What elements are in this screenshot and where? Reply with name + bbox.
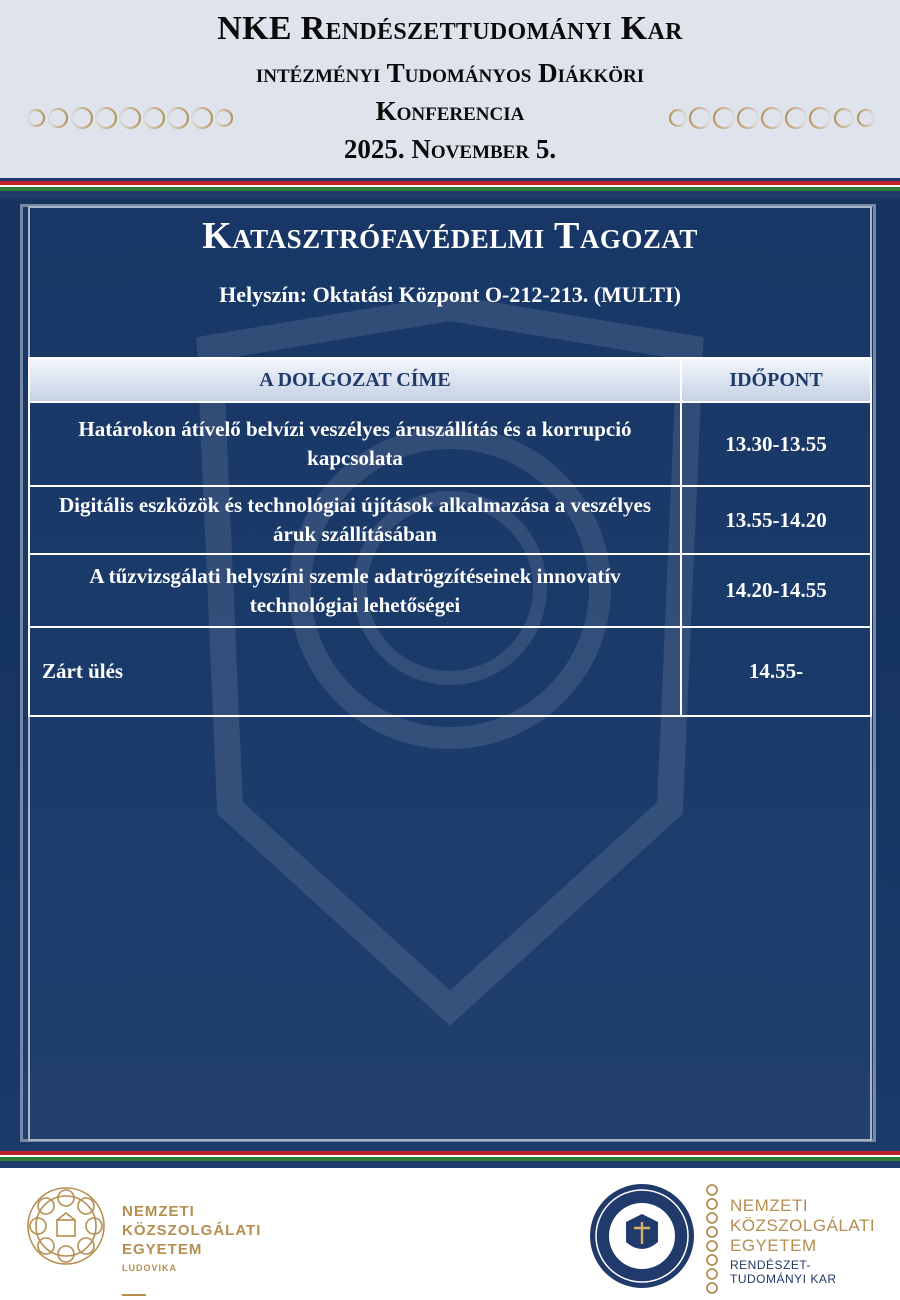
nke-ludovika-logo-icon <box>24 1184 108 1268</box>
table-row <box>29 554 871 627</box>
right-ornament-icon <box>668 98 880 138</box>
row-title: Digitális eszközök és technológiai újítások alkalmazása a veszélyes áruk szállításában <box>29 486 681 554</box>
stripe-top-navy-2 <box>0 191 900 198</box>
row-time: 13.30-13.55 <box>681 402 871 486</box>
left-logo-line: KÖZSZOLGÁLATI <box>122 1222 262 1239</box>
row-time: 14.20-14.55 <box>681 554 871 627</box>
right-logo-line: KÖZSZOLGÁLATI <box>730 1216 876 1235</box>
right-logo-subline: RENDÉSZET- <box>730 1258 812 1272</box>
left-logo-line: EGYETEM <box>122 1241 203 1258</box>
column-header-title: A DOLGOZAT CÍME <box>29 358 681 402</box>
left-logo-underline <box>122 1294 146 1296</box>
right-logo-line: NEMZETI <box>730 1196 809 1215</box>
location-text: Helyszín: Oktatási Központ O-212-213. (MULTI) <box>219 282 681 307</box>
left-logo-line: NEMZETI <box>122 1203 195 1220</box>
row-title: A tűzvizsgálati helyszíni szemle adatrögzítéseinek innovatív technológiai lehetőségei <box>29 554 681 627</box>
row-time: 14.55- <box>681 627 871 716</box>
main-panel <box>0 198 900 1148</box>
table-row <box>29 402 871 486</box>
rtk-seal-icon <box>588 1182 696 1290</box>
header-title: NKE Rendészettudományi Kar <box>217 10 683 47</box>
schedule-table <box>28 357 872 717</box>
right-logo-subline: TUDOMÁNYI KAR <box>730 1272 837 1286</box>
stripe-bottom-navy-2 <box>0 1161 900 1168</box>
left-logo-subline: LUDOVIKA <box>122 1263 177 1273</box>
header-subtitle-2: Konferencia <box>375 96 525 126</box>
row-time: 13.55-14.20 <box>681 486 871 554</box>
left-ornament-icon <box>22 98 234 138</box>
header-subtitle: intézményi Tudományos Diákköri <box>255 58 645 88</box>
page-header <box>0 0 900 178</box>
chain-ornament-icon <box>704 1182 720 1294</box>
table-row <box>29 486 871 554</box>
left-logo-text <box>122 1202 261 1278</box>
header-date: 2025. November 5. <box>343 134 557 164</box>
table-header-row <box>29 358 871 402</box>
row-title: Zárt ülés <box>29 627 681 716</box>
right-logo-line: EGYETEM <box>730 1236 817 1255</box>
column-header-time: IDŐPONT <box>681 358 871 402</box>
row-title: Határokon átívelő belvízi veszélyes áruszállítás és a korrupció kapcsolata <box>29 402 681 486</box>
section-title: Katasztrófavédelmi Tagozat <box>202 215 698 257</box>
right-logo-text <box>730 1196 875 1286</box>
table-row <box>29 627 871 716</box>
page-footer <box>0 1168 900 1300</box>
